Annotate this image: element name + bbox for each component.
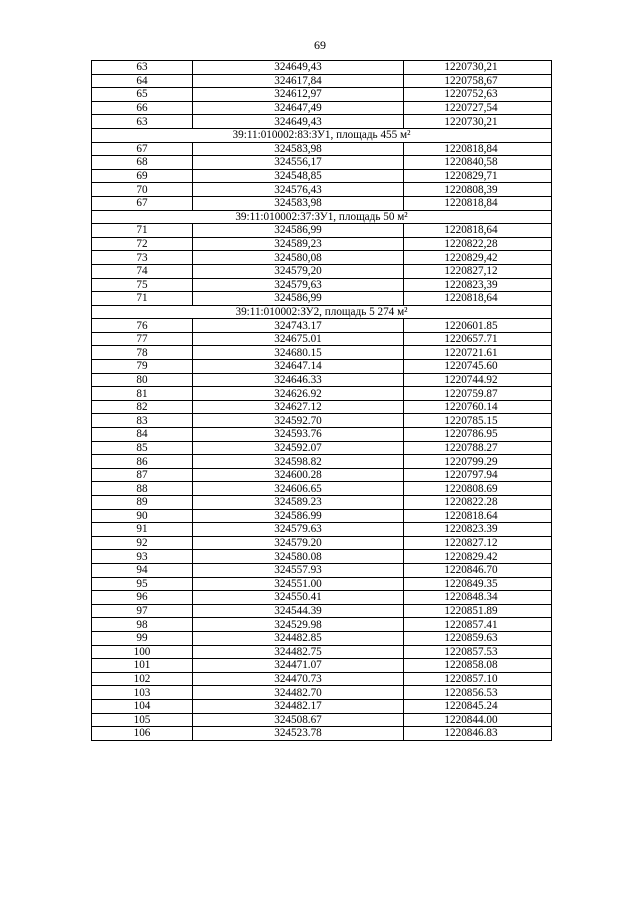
point-number-cell: 91 (92, 523, 193, 537)
table-row (92, 224, 552, 238)
x-coordinate-cell: 324646.33 (193, 373, 404, 387)
x-coordinate-cell: 324649,43 (193, 115, 404, 129)
coordinates-table-body (92, 61, 552, 741)
x-coordinate-cell: 324743.17 (193, 319, 404, 333)
point-number-cell: 84 (92, 428, 193, 442)
y-coordinate-cell: 1220846.83 (404, 727, 552, 741)
point-number-cell: 65 (92, 88, 193, 102)
point-number-cell: 80 (92, 373, 193, 387)
table-row (92, 346, 552, 360)
table-row (92, 659, 552, 673)
table-row (92, 400, 552, 414)
x-coordinate-cell: 324580.08 (193, 550, 404, 564)
point-number-cell: 78 (92, 346, 193, 360)
point-number-cell: 98 (92, 618, 193, 632)
y-coordinate-cell: 1220759.87 (404, 387, 552, 401)
x-coordinate-cell: 324680.15 (193, 346, 404, 360)
table-row (92, 88, 552, 102)
point-number-cell: 63 (92, 115, 193, 129)
point-number-cell: 86 (92, 455, 193, 469)
point-number-cell: 72 (92, 237, 193, 251)
y-coordinate-cell: 1220859.63 (404, 631, 552, 645)
table-row (92, 618, 552, 632)
x-coordinate-cell: 324579.63 (193, 523, 404, 537)
x-coordinate-cell: 324589.23 (193, 496, 404, 510)
point-number-cell: 71 (92, 292, 193, 306)
y-coordinate-cell: 1220657.71 (404, 332, 552, 346)
table-row (92, 292, 552, 306)
point-number-cell: 82 (92, 400, 193, 414)
point-number-cell: 63 (92, 61, 193, 75)
point-number-cell: 74 (92, 264, 193, 278)
table-row (92, 115, 552, 129)
x-coordinate-cell: 324548,85 (193, 169, 404, 183)
y-coordinate-cell: 1220846.70 (404, 563, 552, 577)
point-number-cell: 68 (92, 156, 193, 170)
point-number-cell: 101 (92, 659, 193, 673)
table-row (92, 196, 552, 210)
point-number-cell: 67 (92, 196, 193, 210)
x-coordinate-cell: 324579,20 (193, 264, 404, 278)
table-row (92, 523, 552, 537)
table-row (92, 482, 552, 496)
table-row (92, 101, 552, 115)
table-row (92, 183, 552, 197)
y-coordinate-cell: 1220845.24 (404, 699, 552, 713)
x-coordinate-cell: 324551.00 (193, 577, 404, 591)
y-coordinate-cell: 1220786.95 (404, 428, 552, 442)
point-number-cell: 92 (92, 536, 193, 550)
x-coordinate-cell: 324523.78 (193, 727, 404, 741)
table-row (92, 509, 552, 523)
coordinates-table (91, 60, 552, 741)
point-number-cell: 71 (92, 224, 193, 238)
x-coordinate-cell: 324529.98 (193, 618, 404, 632)
x-coordinate-cell: 324471.07 (193, 659, 404, 673)
point-number-cell: 102 (92, 672, 193, 686)
point-number-cell: 88 (92, 482, 193, 496)
y-coordinate-cell: 1220848.34 (404, 591, 552, 605)
x-coordinate-cell: 324586.99 (193, 509, 404, 523)
y-coordinate-cell: 1220758,67 (404, 74, 552, 88)
x-coordinate-cell: 324593.76 (193, 428, 404, 442)
point-number-cell: 64 (92, 74, 193, 88)
y-coordinate-cell: 1220721.61 (404, 346, 552, 360)
table-row (92, 373, 552, 387)
y-coordinate-cell: 1220849.35 (404, 577, 552, 591)
x-coordinate-cell: 324592.70 (193, 414, 404, 428)
table-row (92, 319, 552, 333)
y-coordinate-cell: 1220730,21 (404, 61, 552, 75)
x-coordinate-cell: 324647.14 (193, 360, 404, 374)
point-number-cell: 106 (92, 727, 193, 741)
table-row (92, 251, 552, 265)
x-coordinate-cell: 324600.28 (193, 468, 404, 482)
point-number-cell: 93 (92, 550, 193, 564)
table-row (92, 563, 552, 577)
point-number-cell: 105 (92, 713, 193, 727)
y-coordinate-cell: 1220818.64 (404, 509, 552, 523)
section-title: 39:11:010002:83:ЗУ1, площадь 455 м² (92, 128, 552, 142)
table-row (92, 468, 552, 482)
x-coordinate-cell: 324589,23 (193, 237, 404, 251)
point-number-cell: 104 (92, 699, 193, 713)
y-coordinate-cell: 1220601.85 (404, 319, 552, 333)
section-title: 39:11:010002:37:ЗУ1, площадь 50 м² (92, 210, 552, 224)
y-coordinate-cell: 1220858.08 (404, 659, 552, 673)
point-number-cell: 73 (92, 251, 193, 265)
point-number-cell: 96 (92, 591, 193, 605)
table-row (92, 278, 552, 292)
table-row (92, 74, 552, 88)
section-title: 39:11:010002:ЗУ2, площадь 5 274 м² (92, 305, 552, 319)
table-row (92, 699, 552, 713)
table-row (92, 727, 552, 741)
y-coordinate-cell: 1220808.69 (404, 482, 552, 496)
table-row (92, 536, 552, 550)
y-coordinate-cell: 1220744.92 (404, 373, 552, 387)
x-coordinate-cell: 324482.17 (193, 699, 404, 713)
x-coordinate-cell: 324583,98 (193, 142, 404, 156)
table-row (92, 360, 552, 374)
x-coordinate-cell: 324598.82 (193, 455, 404, 469)
point-number-cell: 77 (92, 332, 193, 346)
table-row (92, 672, 552, 686)
table-row (92, 414, 552, 428)
x-coordinate-cell: 324586,99 (193, 292, 404, 306)
y-coordinate-cell: 1220822,28 (404, 237, 552, 251)
y-coordinate-cell: 1220808,39 (404, 183, 552, 197)
table-row (92, 332, 552, 346)
point-number-cell: 66 (92, 101, 193, 115)
x-coordinate-cell: 324576,43 (193, 183, 404, 197)
x-coordinate-cell: 324550.41 (193, 591, 404, 605)
y-coordinate-cell: 1220797.94 (404, 468, 552, 482)
point-number-cell: 70 (92, 183, 193, 197)
x-coordinate-cell: 324579,63 (193, 278, 404, 292)
point-number-cell: 97 (92, 604, 193, 618)
y-coordinate-cell: 1220856.53 (404, 686, 552, 700)
table-row (92, 264, 552, 278)
y-coordinate-cell: 1220727,54 (404, 101, 552, 115)
point-number-cell: 89 (92, 496, 193, 510)
x-coordinate-cell: 324586,99 (193, 224, 404, 238)
x-coordinate-cell: 324612,97 (193, 88, 404, 102)
point-number-cell: 85 (92, 441, 193, 455)
point-number-cell: 76 (92, 319, 193, 333)
point-number-cell: 67 (92, 142, 193, 156)
table-row (92, 550, 552, 564)
x-coordinate-cell: 324647,49 (193, 101, 404, 115)
table-row (92, 156, 552, 170)
point-number-cell: 79 (92, 360, 193, 374)
table-row (92, 455, 552, 469)
point-number-cell: 83 (92, 414, 193, 428)
table-row (92, 237, 552, 251)
x-coordinate-cell: 324579.20 (193, 536, 404, 550)
point-number-cell: 69 (92, 169, 193, 183)
x-coordinate-cell: 324626.92 (193, 387, 404, 401)
y-coordinate-cell: 1220799.29 (404, 455, 552, 469)
x-coordinate-cell: 324482.70 (193, 686, 404, 700)
table-row (92, 441, 552, 455)
table-row (92, 645, 552, 659)
section-header-row (92, 305, 552, 319)
x-coordinate-cell: 324556,17 (193, 156, 404, 170)
x-coordinate-cell: 324482.75 (193, 645, 404, 659)
y-coordinate-cell: 1220829,71 (404, 169, 552, 183)
x-coordinate-cell: 324557.93 (193, 563, 404, 577)
y-coordinate-cell: 1220827,12 (404, 264, 552, 278)
x-coordinate-cell: 324583,98 (193, 196, 404, 210)
y-coordinate-cell: 1220827.12 (404, 536, 552, 550)
table-row (92, 387, 552, 401)
y-coordinate-cell: 1220840,58 (404, 156, 552, 170)
table-row (92, 142, 552, 156)
x-coordinate-cell: 324592.07 (193, 441, 404, 455)
table-row (92, 496, 552, 510)
y-coordinate-cell: 1220752,63 (404, 88, 552, 102)
point-number-cell: 100 (92, 645, 193, 659)
x-coordinate-cell: 324482.85 (193, 631, 404, 645)
point-number-cell: 94 (92, 563, 193, 577)
y-coordinate-cell: 1220857.10 (404, 672, 552, 686)
y-coordinate-cell: 1220730,21 (404, 115, 552, 129)
y-coordinate-cell: 1220745.60 (404, 360, 552, 374)
point-number-cell: 75 (92, 278, 193, 292)
y-coordinate-cell: 1220818,64 (404, 224, 552, 238)
table-row (92, 169, 552, 183)
x-coordinate-cell: 324470.73 (193, 672, 404, 686)
x-coordinate-cell: 324675.01 (193, 332, 404, 346)
point-number-cell: 87 (92, 468, 193, 482)
y-coordinate-cell: 1220844.00 (404, 713, 552, 727)
table-row (92, 591, 552, 605)
table-row (92, 61, 552, 75)
point-number-cell: 103 (92, 686, 193, 700)
y-coordinate-cell: 1220823.39 (404, 523, 552, 537)
table-row (92, 713, 552, 727)
y-coordinate-cell: 1220857.41 (404, 618, 552, 632)
point-number-cell: 99 (92, 631, 193, 645)
page-number: 69 (314, 38, 326, 52)
table-row (92, 631, 552, 645)
table-row (92, 604, 552, 618)
y-coordinate-cell: 1220829,42 (404, 251, 552, 265)
y-coordinate-cell: 1220818,64 (404, 292, 552, 306)
x-coordinate-cell: 324627.12 (193, 400, 404, 414)
y-coordinate-cell: 1220851.89 (404, 604, 552, 618)
point-number-cell: 81 (92, 387, 193, 401)
x-coordinate-cell: 324580,08 (193, 251, 404, 265)
x-coordinate-cell: 324508.67 (193, 713, 404, 727)
section-header-row (92, 210, 552, 224)
y-coordinate-cell: 1220760.14 (404, 400, 552, 414)
section-header-row (92, 128, 552, 142)
table-row (92, 577, 552, 591)
x-coordinate-cell: 324649,43 (193, 61, 404, 75)
y-coordinate-cell: 1220818,84 (404, 142, 552, 156)
y-coordinate-cell: 1220788.27 (404, 441, 552, 455)
y-coordinate-cell: 1220785.15 (404, 414, 552, 428)
x-coordinate-cell: 324606.65 (193, 482, 404, 496)
point-number-cell: 90 (92, 509, 193, 523)
x-coordinate-cell: 324544.39 (193, 604, 404, 618)
y-coordinate-cell: 1220829.42 (404, 550, 552, 564)
x-coordinate-cell: 324617,84 (193, 74, 404, 88)
y-coordinate-cell: 1220857.53 (404, 645, 552, 659)
y-coordinate-cell: 1220822.28 (404, 496, 552, 510)
point-number-cell: 95 (92, 577, 193, 591)
y-coordinate-cell: 1220818,84 (404, 196, 552, 210)
table-row (92, 428, 552, 442)
table-row (92, 686, 552, 700)
y-coordinate-cell: 1220823,39 (404, 278, 552, 292)
